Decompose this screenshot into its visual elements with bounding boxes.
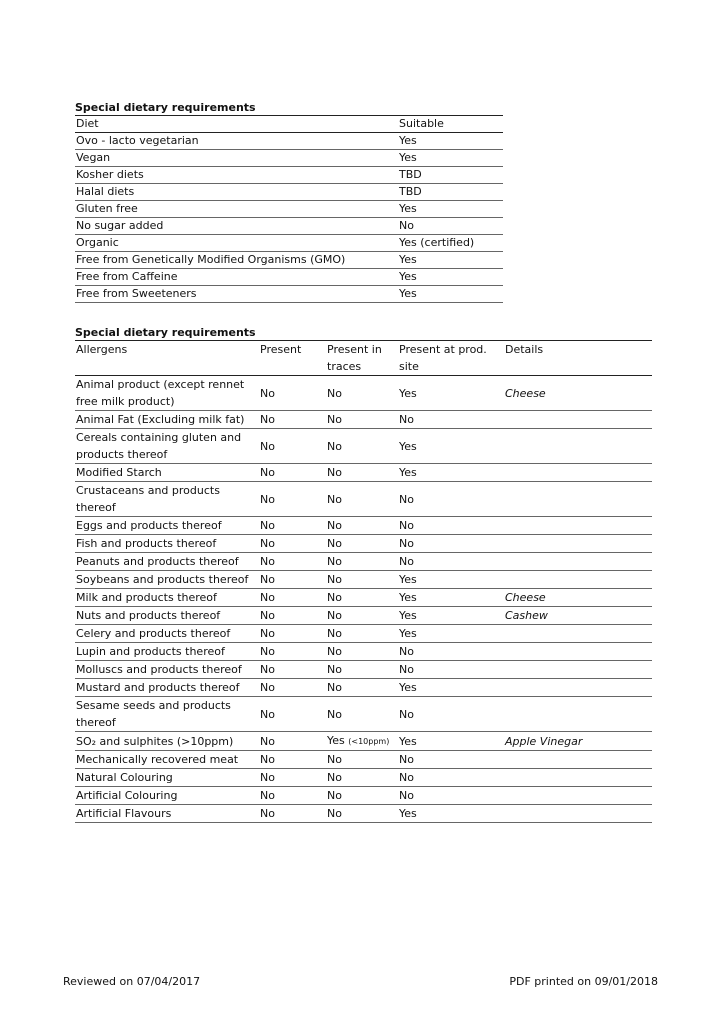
present-cell: No [259,517,326,535]
present-cell: No [259,643,326,661]
traces-cell: No [326,517,398,535]
details-cell [504,411,652,429]
prod-site-cell: Yes [398,589,504,607]
diet-name-cell: Halal diets [75,184,398,201]
diet-table-header [75,116,503,133]
diet-name-cell: Vegan [75,150,398,167]
details-cell [504,679,652,697]
table-row [75,787,652,805]
reviewed-date: Reviewed on 07/04/2017 [63,975,201,988]
table-row [75,376,652,411]
diet-name-cell: Free from Genetically Modified Organisms (GMO) [75,252,398,269]
allergen-name-cell: Cereals containing gluten and products thereof [75,429,259,464]
details-cell [504,625,652,643]
allergen-name-cell: Celery and products thereof [75,625,259,643]
table-row [75,751,652,769]
present-cell: No [259,429,326,464]
prod-site-cell: No [398,769,504,787]
details-cell: Cheese [504,376,652,411]
allergen-name-cell: Animal Fat (Excluding milk fat) [75,411,259,429]
traces-cell: No [326,661,398,679]
allergen-name-cell: Eggs and products thereof [75,517,259,535]
traces-cell: No [326,751,398,769]
suitable-cell: Yes [398,150,503,167]
diet-name-cell: Ovo - lacto vegetarian [75,133,398,150]
table-row [75,218,503,235]
traces-cell: No [326,607,398,625]
present-cell: No [259,535,326,553]
prod-site-cell: No [398,482,504,517]
present-cell: No [259,376,326,411]
diet-column-header: Diet [75,116,398,133]
table-row [75,732,652,751]
allergen-table-header [75,341,652,376]
prod-site-cell: Yes [398,429,504,464]
allergen-name-cell: Peanuts and products thereof [75,553,259,571]
allergen-name-cell: Lupin and products thereof [75,643,259,661]
allergen-section-title: Special dietary requirements [75,326,256,339]
details-cell [504,429,652,464]
table-row [75,252,503,269]
traces-cell: No [326,769,398,787]
table-row [75,464,652,482]
details-cell [504,805,652,823]
prod-site-cell: Yes [398,805,504,823]
allergen-name-cell: Artificial Flavours [75,805,259,823]
traces-cell: No [326,411,398,429]
diet-table [75,115,503,303]
details-cell [504,517,652,535]
allergen-name-cell: Natural Colouring [75,769,259,787]
prod-site-column-header: Present at prod. site [398,341,504,376]
present-cell: No [259,553,326,571]
present-column-header: Present [259,341,326,376]
present-cell: No [259,679,326,697]
prod-site-cell: Yes [398,732,504,751]
diet-name-cell: No sugar added [75,218,398,235]
present-cell: No [259,482,326,517]
traces-cell: No [326,589,398,607]
prod-site-cell: No [398,661,504,679]
traces-cell: No [326,679,398,697]
details-cell [504,464,652,482]
present-cell: No [259,661,326,679]
suitable-cell: TBD [398,184,503,201]
allergen-name-cell: Mustard and products thereof [75,679,259,697]
prod-site-cell: Yes [398,571,504,589]
details-cell [504,571,652,589]
suitable-cell: Yes [398,252,503,269]
traces-cell: No [326,787,398,805]
prod-site-cell: Yes [398,679,504,697]
allergen-name-cell: Crustaceans and products thereof [75,482,259,517]
table-row [75,517,652,535]
allergen-name-cell: Soybeans and products thereof [75,571,259,589]
traces-cell: No [326,697,398,732]
table-row [75,167,503,184]
table-row [75,184,503,201]
present-cell: No [259,769,326,787]
table-row [75,625,652,643]
prod-site-cell: Yes [398,607,504,625]
traces-column-header: Present in traces [326,341,398,376]
traces-cell: No [326,553,398,571]
traces-cell: No [326,376,398,411]
printed-date: PDF printed on 09/01/2018 [509,975,658,988]
present-cell: No [259,625,326,643]
details-cell [504,643,652,661]
present-cell: No [259,589,326,607]
traces-cell: No [326,805,398,823]
suitable-cell: Yes (certified) [398,235,503,252]
prod-site-cell: No [398,535,504,553]
suitable-cell: Yes [398,269,503,286]
diet-name-cell: Free from Sweeteners [75,286,398,303]
table-row [75,607,652,625]
allergen-name-cell: Molluscs and products thereof [75,661,259,679]
allergen-name-cell: Milk and products thereof [75,589,259,607]
table-row [75,553,652,571]
table-row [75,769,652,787]
details-cell [504,697,652,732]
present-cell: No [259,751,326,769]
diet-name-cell: Free from Caffeine [75,269,398,286]
traces-cell: No [326,571,398,589]
suitable-cell: TBD [398,167,503,184]
details-cell [504,769,652,787]
table-row [75,133,503,150]
present-cell: No [259,787,326,805]
allergen-name-cell: Mechanically recovered meat [75,751,259,769]
suitable-cell: Yes [398,133,503,150]
traces-cell [326,732,398,751]
details-cell [504,751,652,769]
present-cell: No [259,571,326,589]
allergen-name-cell: Fish and products thereof [75,535,259,553]
allergen-section [75,326,652,823]
traces-note: (<10ppm) [348,737,390,746]
prod-site-cell: No [398,787,504,805]
prod-site-cell: No [398,411,504,429]
suitable-column-header: Suitable [398,116,503,133]
diet-name-cell: Organic [75,235,398,252]
details-cell [504,661,652,679]
table-row [75,805,652,823]
allergen-name-cell: Nuts and products thereof [75,607,259,625]
present-cell: No [259,805,326,823]
table-row [75,679,652,697]
diet-name-cell: Gluten free [75,201,398,218]
present-cell: No [259,732,326,751]
table-row [75,571,652,589]
table-row [75,235,503,252]
present-cell: No [259,607,326,625]
allergen-name-cell: Animal product (except rennet free milk product) [75,376,259,411]
suitable-cell: Yes [398,286,503,303]
traces-value: Yes [327,734,345,747]
details-cell [504,535,652,553]
prod-site-cell: No [398,553,504,571]
prod-site-cell: Yes [398,376,504,411]
table-row [75,589,652,607]
traces-cell: No [326,482,398,517]
present-cell: No [259,411,326,429]
traces-cell: No [326,643,398,661]
prod-site-cell: Yes [398,464,504,482]
allergen-name-cell: Artificial Colouring [75,787,259,805]
diet-section-title: Special dietary requirements [75,101,256,114]
diet-table-body [75,133,503,303]
allergen-name-cell: Modified Starch [75,464,259,482]
details-cell: Apple Vinegar [504,732,652,751]
details-cell: Cheese [504,589,652,607]
table-row [75,429,652,464]
allergen-table [75,340,652,823]
table-row [75,661,652,679]
suitable-cell: No [398,218,503,235]
prod-site-cell: No [398,643,504,661]
traces-cell: No [326,429,398,464]
table-row [75,150,503,167]
diet-name-cell: Kosher diets [75,167,398,184]
table-row [75,201,503,218]
allergen-table-body [75,376,652,823]
table-row [75,411,652,429]
traces-cell: No [326,464,398,482]
prod-site-cell: No [398,751,504,769]
details-cell [504,787,652,805]
details-cell: Cashew [504,607,652,625]
prod-site-cell: No [398,697,504,732]
table-row [75,535,652,553]
present-cell: No [259,464,326,482]
prod-site-cell: No [398,517,504,535]
details-cell [504,553,652,571]
details-cell [504,482,652,517]
diet-section [75,101,503,303]
suitable-cell: Yes [398,201,503,218]
prod-site-cell: Yes [398,625,504,643]
table-row [75,697,652,732]
details-column-header: Details [504,341,652,376]
allergens-column-header: Allergens [75,341,259,376]
table-row [75,482,652,517]
table-row [75,643,652,661]
table-row [75,269,503,286]
present-cell: No [259,697,326,732]
traces-cell: No [326,535,398,553]
table-row [75,286,503,303]
traces-cell: No [326,625,398,643]
allergen-name-cell: SO₂ and sulphites (>10ppm) [75,732,259,751]
allergen-name-cell: Sesame seeds and products thereof [75,697,259,732]
